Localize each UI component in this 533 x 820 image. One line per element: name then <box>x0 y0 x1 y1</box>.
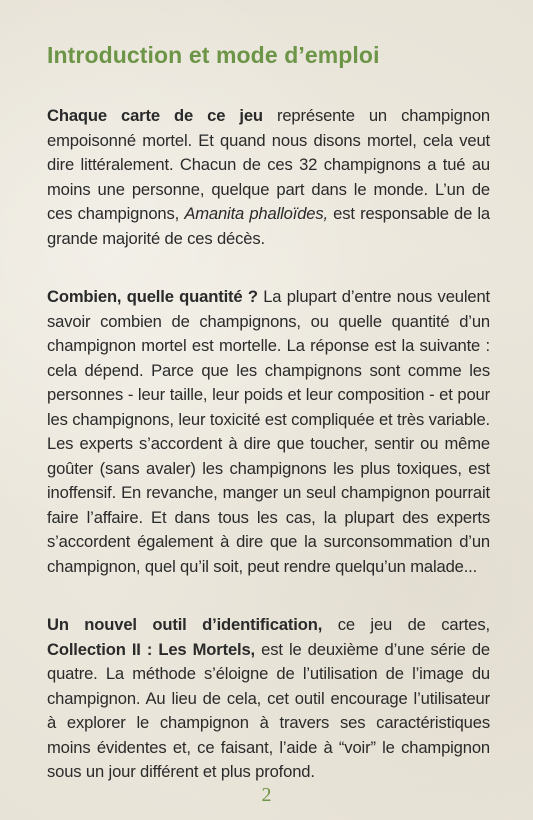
paragraph-intro-species: Amanita phalloïdes, <box>184 204 328 223</box>
paragraph-tool-text-end: est le deuxième d’une série de quatre. La méthode s’éloigne de l’utilisation de l’image du champignon. Au lieu de cela, cet outil encourage l’utilisateur à explorer le champignon à travers ses caractéristiques moins évidentes et, ce faisant, l’aide à “voir” le champignon sous un jour différent et plus profond. <box>47 639 490 781</box>
paragraph-tool-lead: Un nouvel outil d’identification, <box>47 615 323 634</box>
paragraph-intro-text: représente un champignon empoisonné mortel. Et quand nous disons mortel, cela veut dire littéralement. Chacun de ces 32 champignons a tué au moins une personne, quelque part dans le monde. L’un de ces champignons, <box>47 106 490 223</box>
paragraph-intro-lead: Chaque carte de ce jeu <box>47 106 263 125</box>
paragraph-tool-text: ce jeu de cartes, <box>322 615 490 634</box>
paragraph-quantity-text: La plupart d’entre nous veulent savoir combien de champignons, ou quelle quantité d’un champignon mortel est mortelle. La réponse est la suivante : cela dépend. Parce que les champignons sont comme les personnes - leur taille, leur poids et leur composition - et pour les champignons, leur toxicité est compliquée et très variable. Les experts s’accordent à dire que toucher, sentir ou même goûter (sans avaler) les champignons les plus toxiques, est inoffensif. En revanche, manger un seul champignon pourrait faire l’affaire. Et dans tous les cas, la plupart des experts s’accordent également à dire que la surconsommation d’un champignon, quel qu’il soit, peut rendre quelqu’un malade... <box>47 287 491 576</box>
paragraph-tool-collection: Collection II : Les Mortels, <box>47 639 256 659</box>
paragraph-tool <box>47 613 490 785</box>
paragraph-intro <box>47 104 490 251</box>
paragraph-quantity <box>47 285 490 579</box>
paragraph-quantity-lead: Combien, quelle quantité ? <box>47 287 258 306</box>
page-number: 2 <box>261 784 272 806</box>
paragraph-intro-text-end: est responsable de la grande majorité de ces décès. <box>47 204 491 248</box>
page-title: Introduction et mode d’emploi <box>47 42 380 68</box>
